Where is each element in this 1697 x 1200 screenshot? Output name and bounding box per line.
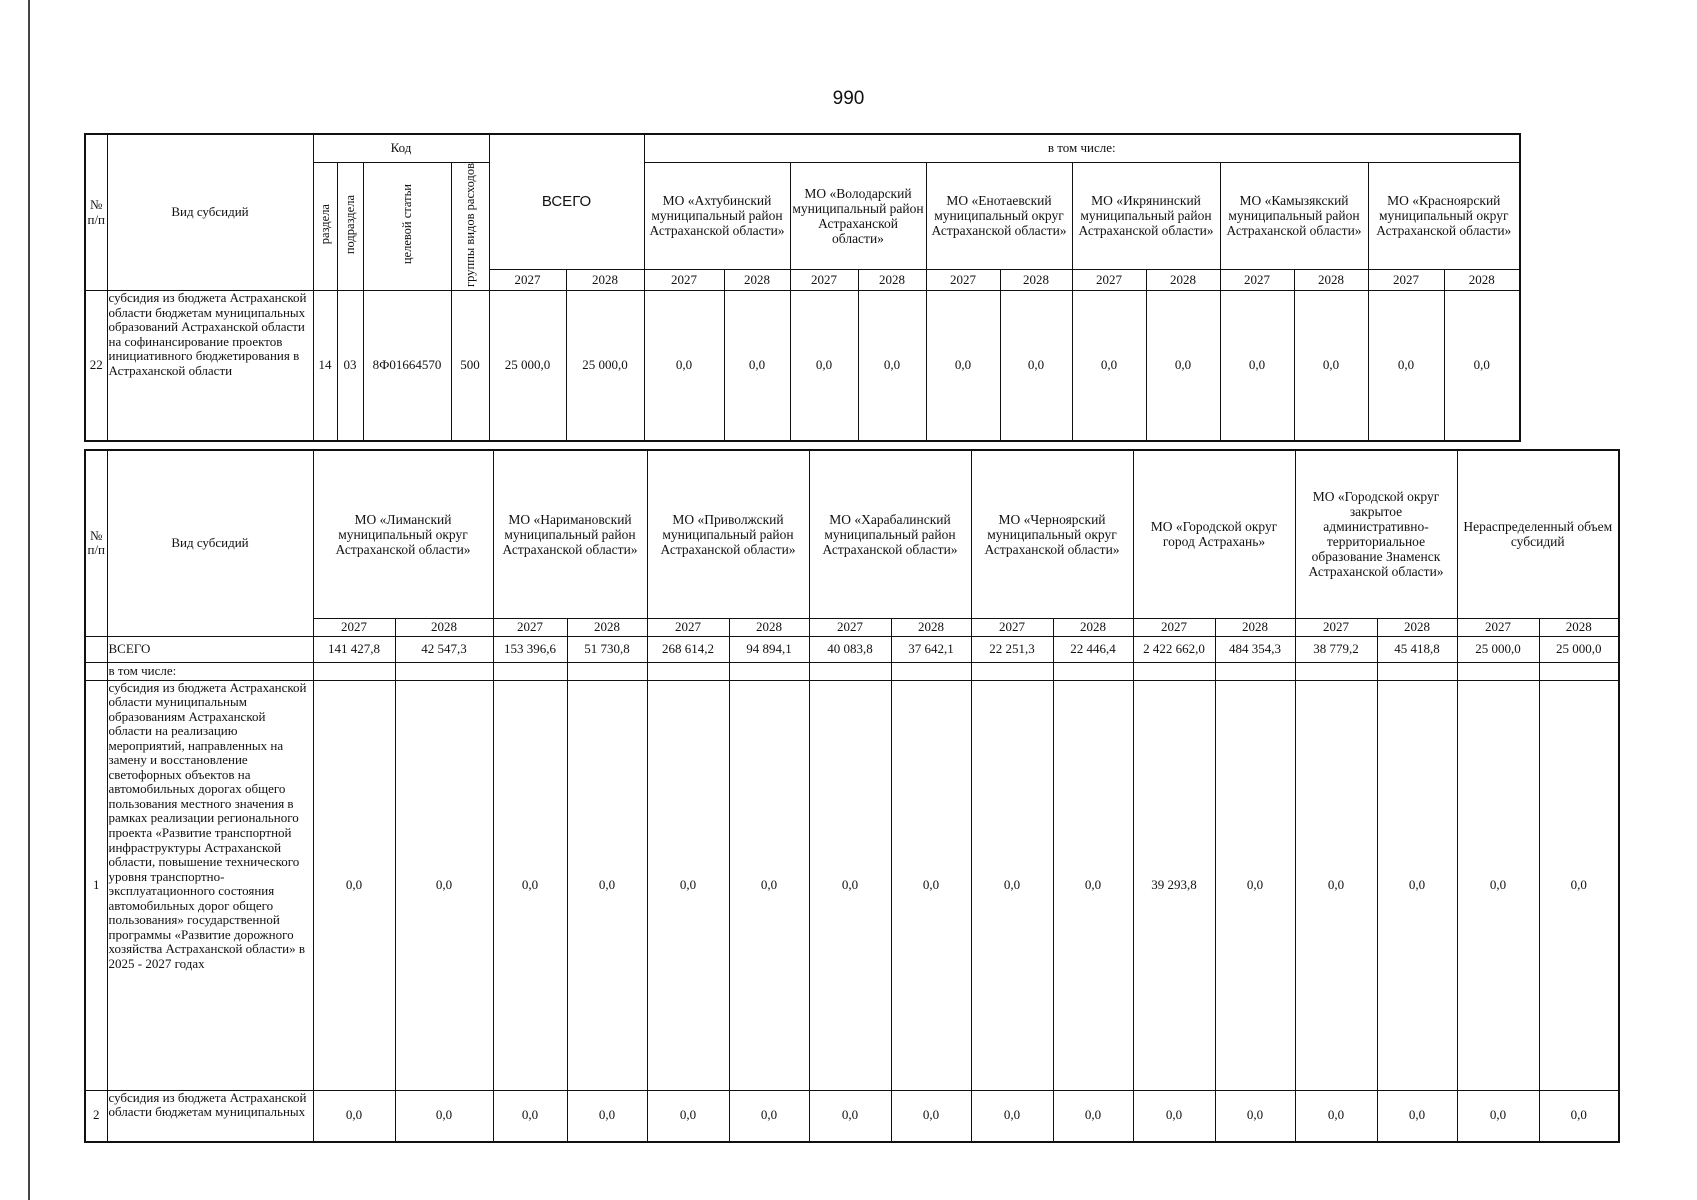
row-kind: субсидия из бюджета Астраханской области бюджетам муниципальных bbox=[107, 1090, 313, 1142]
header-district: МО «Лиманский муниципальный округ Астраханской области» bbox=[313, 450, 493, 618]
total-value: 25 000,0 bbox=[1457, 636, 1539, 662]
year-header: 2028 bbox=[724, 270, 790, 291]
header-code-expense-group: группы видов расходов bbox=[451, 162, 489, 291]
year-header: 2028 bbox=[1294, 270, 1368, 291]
row-value: 0,0 bbox=[724, 291, 790, 441]
row-value: 0,0 bbox=[1368, 291, 1444, 441]
year-header: 2027 bbox=[1368, 270, 1444, 291]
year-header: 2027 bbox=[971, 618, 1053, 636]
row-value: 0,0 bbox=[647, 1090, 729, 1142]
row-value: 25 000,0 bbox=[489, 291, 566, 441]
row-value: 0,0 bbox=[1215, 1090, 1295, 1142]
header-district: МО «Красноярский муниципальный округ Астраханской области» bbox=[1368, 162, 1520, 270]
total-value: 94 894,1 bbox=[729, 636, 809, 662]
header-code-section: раздела bbox=[313, 162, 337, 291]
row-value: 0,0 bbox=[790, 291, 858, 441]
row-kind: субсидия из бюджета Астраханской области муниципальным образованиям Астраханской области на реализацию мероприятий, направленных на замену и восстановление светофорных объектов на автомобильных дорогах общего пользования местного значения в рамках реализации регионального проекта «Развитие транспортной инфраструктуры Астраханской области, повышение технического уровня транспортно-эксплуатационного состояния автомобильных дорог общего пользования» государственной программы «Развитие дорожного хозяйства Астраханской области» в 2025 - 2027 годах bbox=[107, 680, 313, 1090]
year-header: 2028 bbox=[1146, 270, 1220, 291]
year-header: 2027 bbox=[790, 270, 858, 291]
row-value: 0,0 bbox=[1133, 1090, 1215, 1142]
total-value: 22 446,4 bbox=[1053, 636, 1133, 662]
header-code-subsection: подраздела bbox=[337, 162, 363, 291]
total-value: 40 083,8 bbox=[809, 636, 891, 662]
row-value: 0,0 bbox=[1377, 1090, 1457, 1142]
row-value: 0,0 bbox=[1000, 291, 1072, 441]
year-header: 2027 bbox=[1295, 618, 1377, 636]
total-value: 25 000,0 bbox=[1539, 636, 1619, 662]
year-header: 2027 bbox=[647, 618, 729, 636]
total-value: 45 418,8 bbox=[1377, 636, 1457, 662]
header-total: ВСЕГО bbox=[489, 134, 644, 270]
year-header: 2027 bbox=[644, 270, 724, 291]
row-value: 0,0 bbox=[1457, 680, 1539, 1090]
row-value: 0,0 bbox=[1539, 680, 1619, 1090]
total-label: ВСЕГО bbox=[107, 636, 313, 662]
total-value: 22 251,3 bbox=[971, 636, 1053, 662]
row-value: 0,0 bbox=[1295, 680, 1377, 1090]
row-value: 0,0 bbox=[1457, 1090, 1539, 1142]
subsidy-table-2 bbox=[84, 449, 1620, 1143]
row-value: 0,0 bbox=[891, 1090, 971, 1142]
header-district: МО «Камызякский муниципальный район Астраханской области» bbox=[1220, 162, 1368, 270]
year-header: 2027 bbox=[1133, 618, 1215, 636]
row-value: 0,0 bbox=[891, 680, 971, 1090]
subsidy-table-1 bbox=[84, 133, 1521, 442]
year-header: 2027 bbox=[313, 618, 395, 636]
header-district: МО «Наримановский муниципальный район Астраханской области» bbox=[493, 450, 647, 618]
header-kind: Вид субсидий bbox=[107, 134, 313, 291]
header-kind: Вид субсидий bbox=[107, 450, 313, 636]
row-value: 0,0 bbox=[729, 1090, 809, 1142]
header-district: Нераспределенный объем субсидий bbox=[1457, 450, 1619, 618]
total-value: 484 354,3 bbox=[1215, 636, 1295, 662]
row-value: 0,0 bbox=[1146, 291, 1220, 441]
total-value: 38 779,2 bbox=[1295, 636, 1377, 662]
row-value: 25 000,0 bbox=[566, 291, 644, 441]
year-header: 2028 bbox=[858, 270, 926, 291]
year-header: 2028 bbox=[1377, 618, 1457, 636]
row-value: 0,0 bbox=[644, 291, 724, 441]
header-code: Код bbox=[313, 134, 489, 162]
total-value: 268 614,2 bbox=[647, 636, 729, 662]
table-row bbox=[85, 680, 1619, 1090]
table-row bbox=[85, 291, 1520, 441]
row-value: 0,0 bbox=[1294, 291, 1368, 441]
year-header: 2027 bbox=[493, 618, 567, 636]
header-district: МО «Городской округ закрытое административно-территориальное образование Знаменск Астраханской области» bbox=[1295, 450, 1457, 618]
row-value: 0,0 bbox=[1444, 291, 1520, 441]
year-header: 2027 bbox=[1072, 270, 1146, 291]
row-value: 0,0 bbox=[493, 680, 567, 1090]
total-value: 42 547,3 bbox=[395, 636, 493, 662]
row-value: 0,0 bbox=[809, 680, 891, 1090]
row-value: 0,0 bbox=[926, 291, 1000, 441]
header-code-target: целевой статьи bbox=[363, 162, 451, 291]
left-margin-line bbox=[28, 0, 30, 1200]
row-no: 1 bbox=[85, 680, 107, 1090]
row-value: 0,0 bbox=[1220, 291, 1294, 441]
row-code-subsection: 03 bbox=[337, 291, 363, 441]
row-value: 0,0 bbox=[493, 1090, 567, 1142]
header-no: № п/п bbox=[85, 134, 107, 291]
header-district: МО «Икрянинский муниципальный район Астраханской области» bbox=[1072, 162, 1220, 270]
row-value: 0,0 bbox=[1053, 680, 1133, 1090]
header-district: МО «Черноярский муниципальный округ Астраханской области» bbox=[971, 450, 1133, 618]
row-value: 0,0 bbox=[1072, 291, 1146, 441]
page-number: 990 bbox=[832, 88, 865, 109]
total-value: 141 427,8 bbox=[313, 636, 395, 662]
year-header: 2028 bbox=[1215, 618, 1295, 636]
header-district: МО «Ахтубинский муниципальный район Астраханской области» bbox=[644, 162, 790, 270]
table-row bbox=[85, 1090, 1619, 1142]
row-value: 0,0 bbox=[809, 1090, 891, 1142]
row-value: 0,0 bbox=[313, 680, 395, 1090]
year-header: 2028 bbox=[891, 618, 971, 636]
year-header: 2028 bbox=[567, 618, 647, 636]
year-header: 2028 bbox=[395, 618, 493, 636]
row-value: 0,0 bbox=[567, 680, 647, 1090]
row-code-expense-group: 500 bbox=[451, 291, 489, 441]
row-value: 39 293,8 bbox=[1133, 680, 1215, 1090]
year-header: 2028 bbox=[1053, 618, 1133, 636]
year-header: 2027 bbox=[926, 270, 1000, 291]
total-value: 37 642,1 bbox=[891, 636, 971, 662]
row-value: 0,0 bbox=[313, 1090, 395, 1142]
row-code-section: 14 bbox=[313, 291, 337, 441]
row-value: 0,0 bbox=[1215, 680, 1295, 1090]
including-label: в том числе: bbox=[107, 662, 313, 680]
including-row bbox=[85, 662, 1619, 680]
header-district: МО «Володарский муниципальный район Астраханской области» bbox=[790, 162, 926, 270]
header-district: МО «Харабалинский муниципальный район Астраханской области» bbox=[809, 450, 971, 618]
row-value: 0,0 bbox=[971, 1090, 1053, 1142]
year-header: 2027 bbox=[1457, 618, 1539, 636]
row-no bbox=[85, 636, 107, 662]
header-including: в том числе: bbox=[644, 134, 1520, 162]
header-no: № п/п bbox=[85, 450, 107, 636]
year-header: 2027 bbox=[809, 618, 891, 636]
year-header: 2028 bbox=[1000, 270, 1072, 291]
year-header: 2028 bbox=[1539, 618, 1619, 636]
total-value: 51 730,8 bbox=[567, 636, 647, 662]
year-header: 2027 bbox=[489, 270, 566, 291]
row-value: 0,0 bbox=[858, 291, 926, 441]
row-value: 0,0 bbox=[395, 680, 493, 1090]
row-value: 0,0 bbox=[1053, 1090, 1133, 1142]
year-header: 2027 bbox=[1220, 270, 1294, 291]
row-no: 22 bbox=[85, 291, 107, 441]
row-code-target: 8Ф01664570 bbox=[363, 291, 451, 441]
total-row bbox=[85, 636, 1619, 662]
year-header: 2028 bbox=[1444, 270, 1520, 291]
row-value: 0,0 bbox=[1377, 680, 1457, 1090]
row-no: 2 bbox=[85, 1090, 107, 1142]
row-value: 0,0 bbox=[395, 1090, 493, 1142]
row-value: 0,0 bbox=[647, 680, 729, 1090]
row-kind: субсидия из бюджета Астраханской области бюджетам муниципальных образований Астраханской области на софинансирование проектов инициативного бюджетирования в Астраханской области bbox=[107, 291, 313, 441]
header-district: МО «Енотаевский муниципальный округ Астраханской области» bbox=[926, 162, 1072, 270]
total-value: 153 396,6 bbox=[493, 636, 567, 662]
total-value: 2 422 662,0 bbox=[1133, 636, 1215, 662]
row-value: 0,0 bbox=[729, 680, 809, 1090]
year-header: 2028 bbox=[729, 618, 809, 636]
header-district: МО «Приволжский муниципальный район Астраханской области» bbox=[647, 450, 809, 618]
row-value: 0,0 bbox=[567, 1090, 647, 1142]
header-district: МО «Городской округ город Астрахань» bbox=[1133, 450, 1295, 618]
year-header: 2028 bbox=[566, 270, 644, 291]
row-value: 0,0 bbox=[971, 680, 1053, 1090]
row-value: 0,0 bbox=[1539, 1090, 1619, 1142]
row-value: 0,0 bbox=[1295, 1090, 1377, 1142]
